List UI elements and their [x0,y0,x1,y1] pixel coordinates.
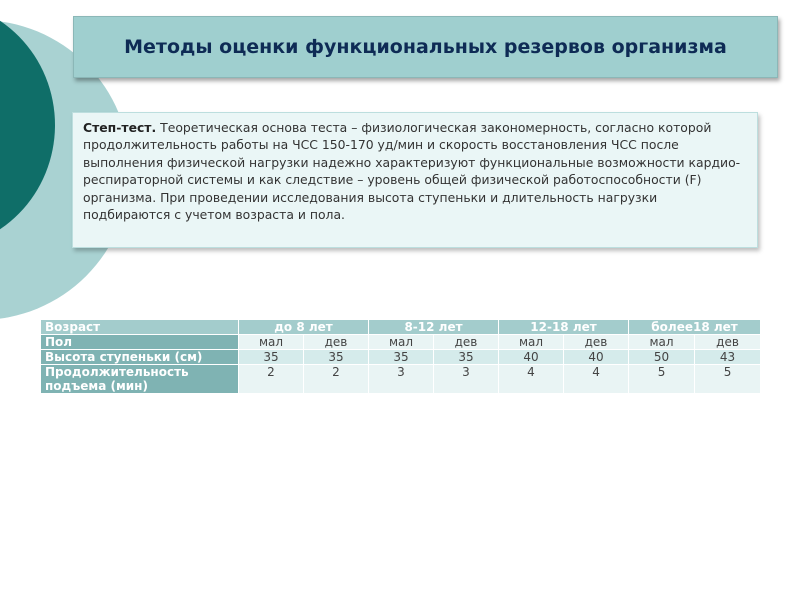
sex-cell: дев [564,335,629,350]
height-row-label: Высота ступеньки (см) [41,350,239,365]
sex-cell: дев [695,335,761,350]
sex-row-label: Пол [41,335,239,350]
duration-cell: 4 [499,365,564,394]
description-body: Теоретическая основа теста – физиологическая закономерность, согласно которой продолжительность работы на ЧСС 150-170 уд/мин и скорость восстановления ЧСС после выполнения физической нагрузки надежно характеризуют функциональные возможности кардио-респираторной системы и как следствие – уровень общей физической работоспособности (F) организма. При проведении исследования высота ступеньки и длительность нагрузки подбираются с учетом возраста и пола. [83,120,741,223]
duration-cell: 2 [239,365,304,394]
duration-cell: 2 [304,365,369,394]
duration-cell: 4 [564,365,629,394]
height-cell: 35 [239,350,304,365]
height-cell: 43 [695,350,761,365]
height-cell: 40 [499,350,564,365]
description-box [72,112,758,248]
height-cell: 50 [629,350,695,365]
age-group-header: до 8 лет [239,320,369,335]
duration-cell: 5 [629,365,695,394]
age-group-header: 12-18 лет [499,320,629,335]
sex-cell: мал [369,335,434,350]
height-cell: 35 [369,350,434,365]
sex-cell: мал [239,335,304,350]
height-cell: 40 [564,350,629,365]
height-cell: 35 [304,350,369,365]
page-title: Методы оценки функциональных резервов организма [124,35,727,58]
duration-cell: 5 [695,365,761,394]
duration-row-label: Продолжительность подъема (мин) [41,365,239,394]
sex-cell: мал [499,335,564,350]
title-box [73,16,778,78]
height-cell: 35 [434,350,499,365]
duration-cell: 3 [434,365,499,394]
sex-cell: дев [304,335,369,350]
description-lead: Степ-тест. [83,120,157,135]
sex-cell: мал [629,335,695,350]
sex-cell: дев [434,335,499,350]
age-header-label: Возраст [41,320,239,335]
age-group-header: 8-12 лет [369,320,499,335]
duration-cell: 3 [369,365,434,394]
step-test-table [40,319,761,394]
age-group-header: более18 лет [629,320,761,335]
